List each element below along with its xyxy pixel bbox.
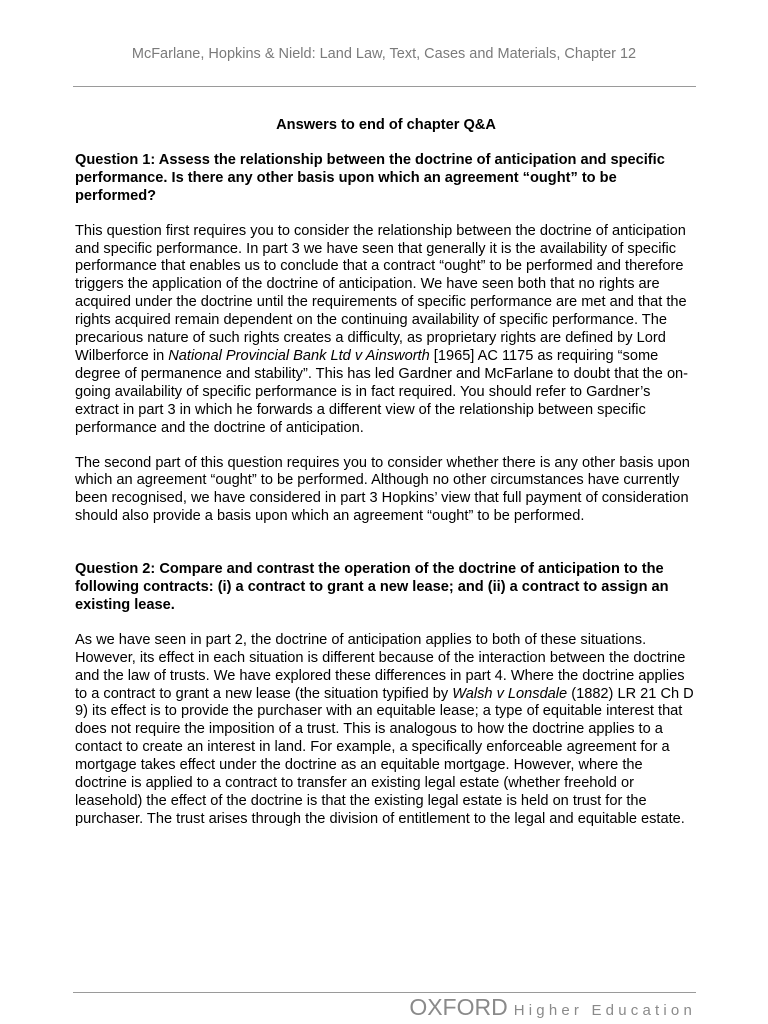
- section-spacer: [75, 543, 697, 561]
- question-2-answer-paragraph-1: [75, 632, 697, 829]
- publisher-logo: [409, 994, 696, 1021]
- document-body: [75, 117, 697, 846]
- q1-p1-text-a: This question first requires you to consider the relationship between the doctrine of anticipation and specific performance. In part 3 we have seen that generally it is the availability of specific performance that enables us to conclude that a contract “ought” to be performed and therefore triggers the application of the doctrine of anticipation. We have seen both that no rights are acquired under the doctrine until the requirements of specific performance are met and that the rights acquired remain dependent on the continuing availability of specific performance. The precarious nature of such rights creates a difficulty, as proprietary rights are defined by Lord Wilberforce in: [75, 222, 687, 364]
- header-divider: [73, 86, 696, 87]
- question-1-answer-paragraph-2: The second part of this question requires you to consider whether there is any other basis upon which an agreement “ought” to be performed. Although no other circumstances have currently been recognised, we have considered in part 3 Hopkins’ view that full payment of consideration should also provide a basis upon which an agreement “ought” to be performed.: [75, 454, 690, 525]
- q2-p1-text-b: (1882) LR 21 Ch D 9) its effect is to provide the purchaser with an equitable lease; a type of equitable interest that does not require the imposition of a trust. This is analogous to how the doctrine applies to a contact to create an interest in land. For example, a specifically enforceable agreement for a mortgage takes effect under the doctrine as an equitable mortgage. However, where the doctrine is applied to a contract to transfer an existing legal estate (whether freehold or leasehold) the effect of the doctrine is that the existing legal estate is held on trust for the purchaser. The trust arises through the division of entitlement to the legal and equitable estate.: [75, 685, 694, 827]
- brand-sub-text: Higher Education: [513, 1002, 696, 1019]
- q2-p1-text-a: As we have seen in part 2, the doctrine of anticipation applies to both of these situations. However, its effect in each situation is different because of the interaction between the doctrine and the law of trusts. We have explored these differences in part 4. Where the doctrine applies to a contract to grant a new lease (the situation typified by: [75, 631, 686, 702]
- question-2-heading: Question 2: Compare and contrast the operation of the doctrine of anticipation to the following contracts: (i) a contract to grant a new lease; and (ii) a contract to assign an existing lease.: [75, 561, 669, 613]
- running-header: McFarlane, Hopkins & Nield: Land Law, Text, Cases and Materials, Chapter 12: [131, 46, 637, 62]
- question-1-answer-paragraph-1: [75, 223, 697, 438]
- document-title: Answers to end of chapter Q&A: [276, 117, 496, 133]
- q2-case-citation: Walsh v Lonsdale: [452, 685, 568, 702]
- brand-main-text: OXFORD: [409, 994, 508, 1020]
- q1-case-citation: National Provincial Bank Ltd v Ainsworth: [168, 347, 430, 364]
- question-1-heading: Question 1: Assess the relationship between the doctrine of anticipation and specific performance. Is there any other basis upon which an agreement “ought” to be performed?: [75, 151, 665, 204]
- q1-p1-text-b: [1965] AC 1175 as requiring “some degree of permanence and stability”. This has led Gardner and McFarlane to doubt that the on-going availability of specific performance is in fact required. You should refer to Gardner’s extract in part 3 in which he forwards a different view of the relationship between specific performance and the doctrine of anticipation.: [75, 347, 689, 436]
- footer-divider: [73, 992, 696, 993]
